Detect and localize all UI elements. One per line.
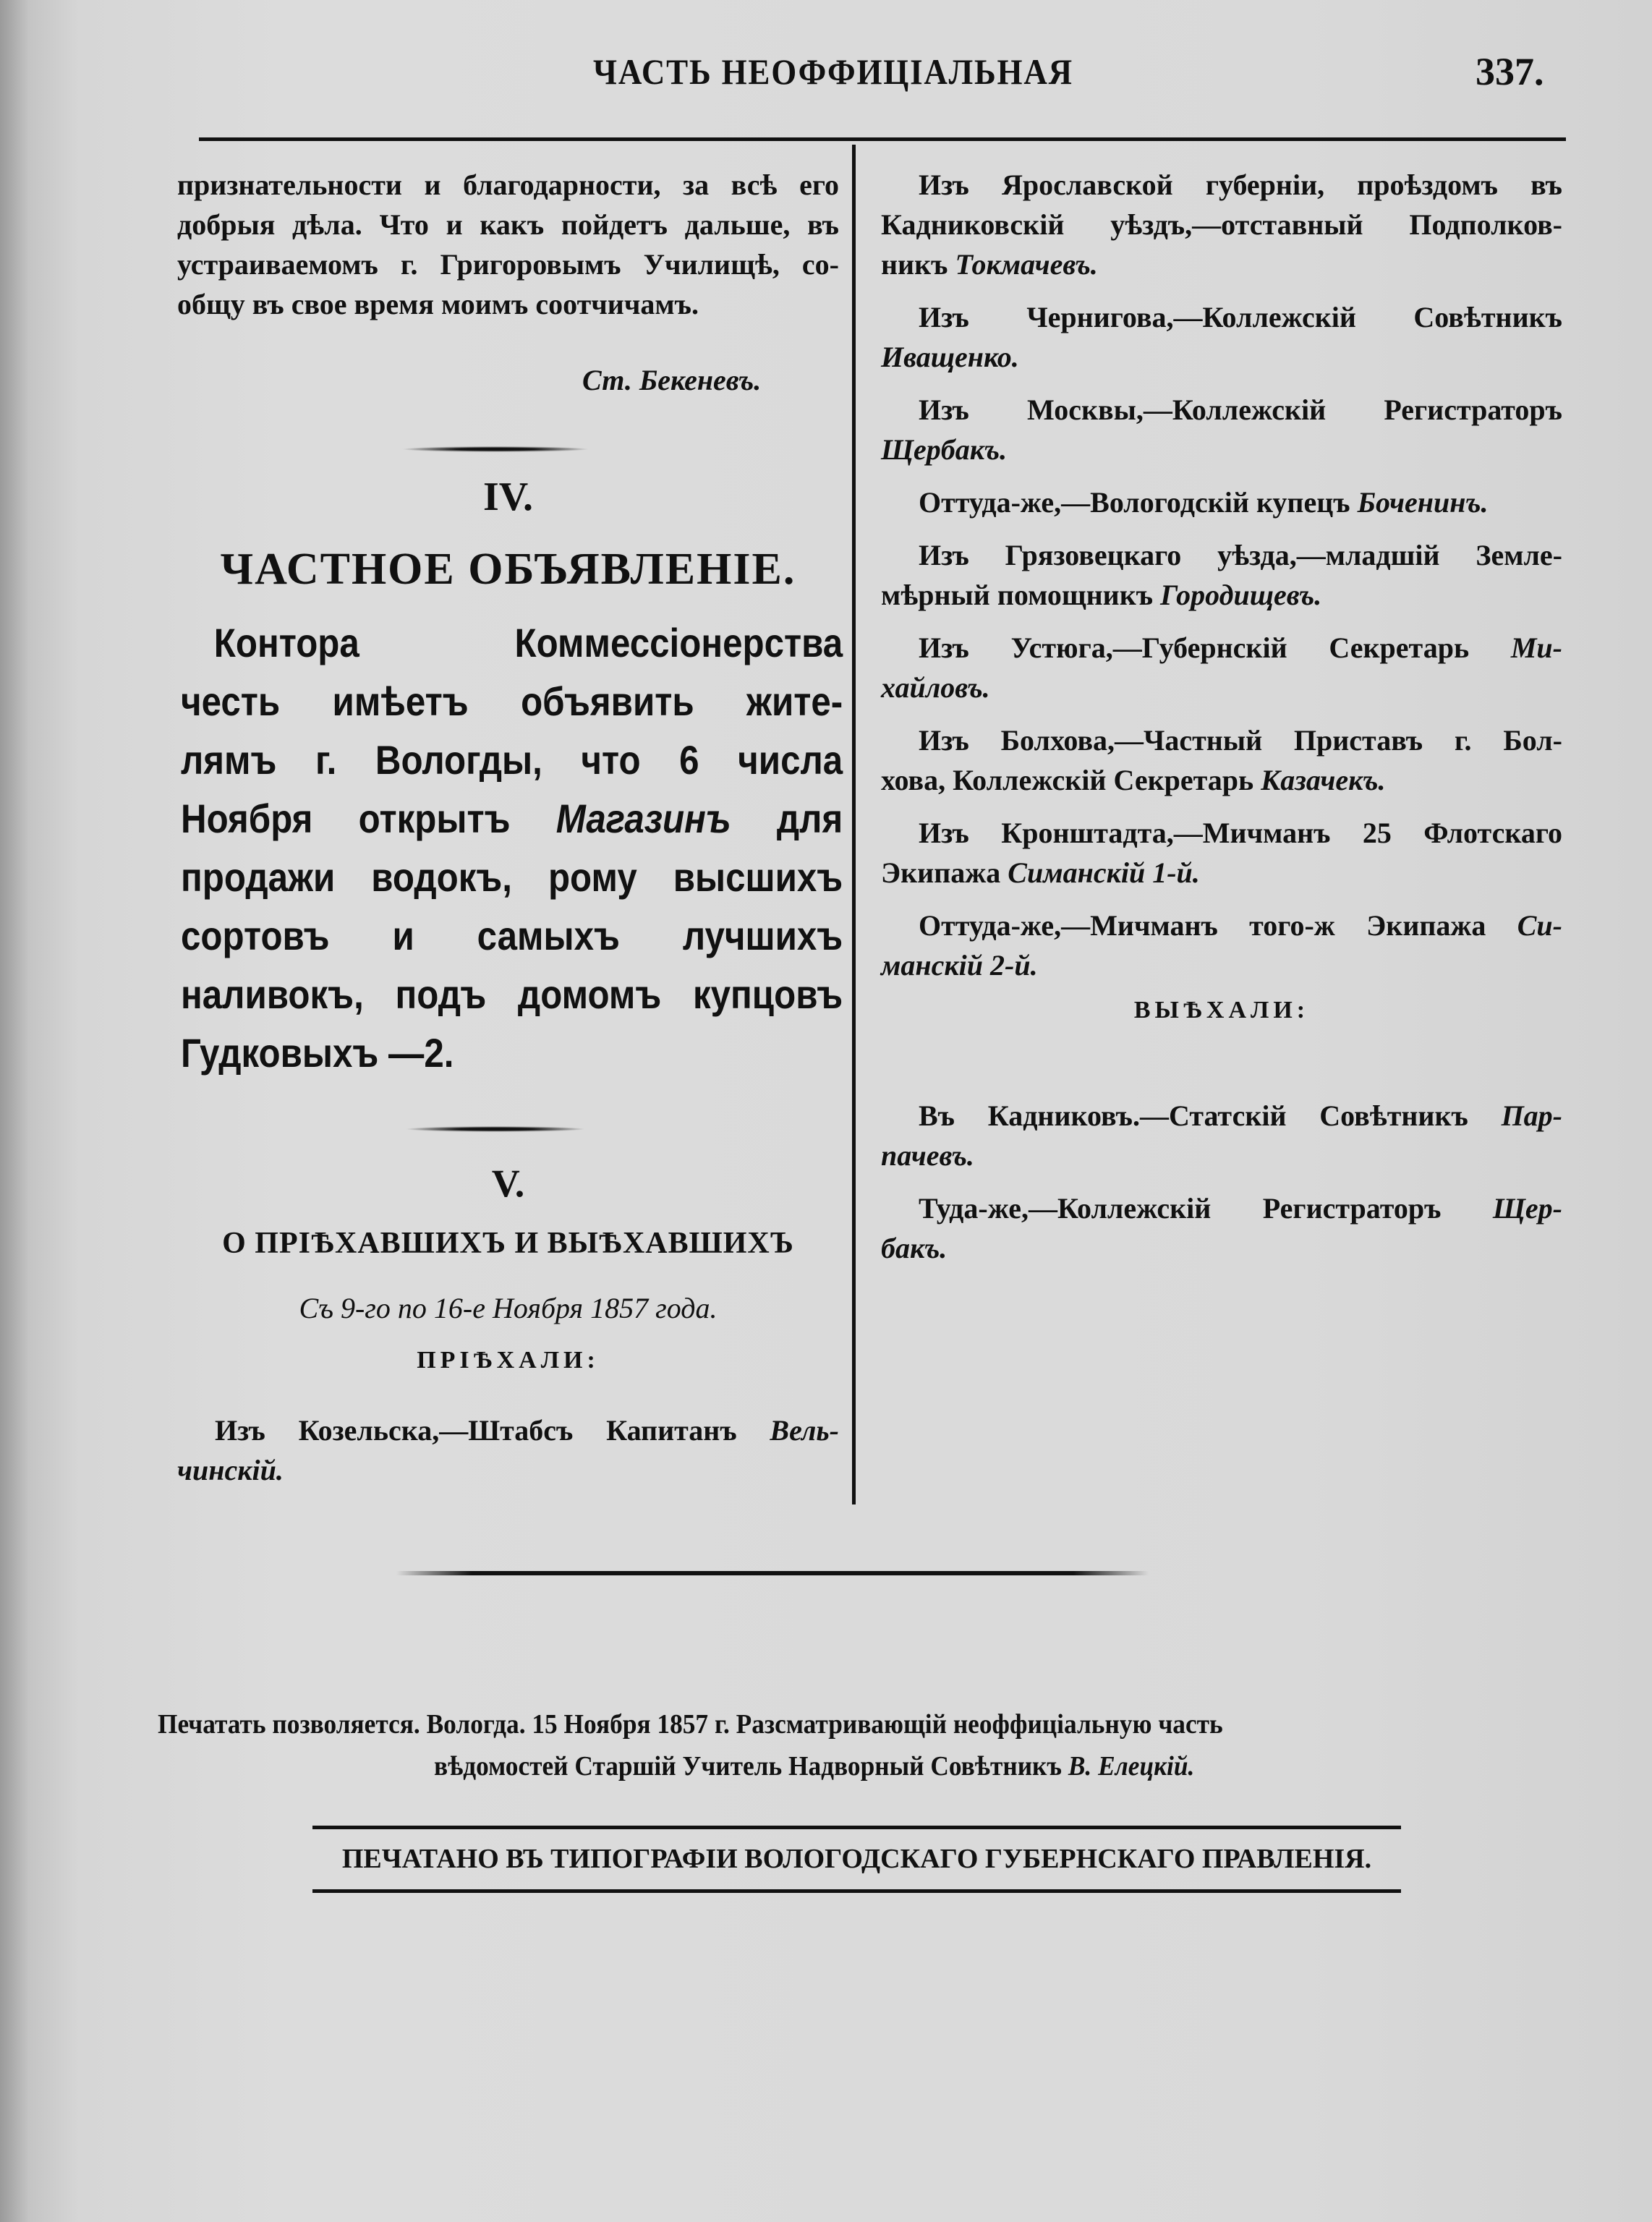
line-text: наливокъ, подъ домомъ купцовъ bbox=[181, 971, 843, 1017]
text-line bbox=[181, 965, 843, 1023]
text-line bbox=[881, 760, 1562, 800]
line-text: Оттуда-же,—Мичманъ того-ж Экипажа bbox=[919, 909, 1517, 942]
line-text: добрыя дѣла. Что и какъ пойдетъ дальше, въ bbox=[177, 208, 839, 241]
italic-name: Токмачевъ. bbox=[955, 248, 1098, 281]
intro-paragraph bbox=[177, 165, 839, 324]
arrived-heading: ПРІѢХАЛИ: bbox=[417, 1347, 600, 1374]
text-line bbox=[881, 337, 1562, 377]
section-4-title: ЧАСТНОЕ ОБЪЯВЛЕНІЕ. bbox=[220, 545, 796, 594]
italic-name: Щербакъ. bbox=[881, 433, 1008, 466]
arrived-list-right bbox=[881, 165, 1562, 998]
list-item bbox=[881, 720, 1562, 800]
italic-name: Магазинъ bbox=[555, 796, 731, 841]
text-line bbox=[181, 789, 843, 848]
line-text: Изъ Устюга,—Губернскій Секретарь bbox=[919, 631, 1511, 664]
censor-line-2 bbox=[434, 1750, 1194, 1782]
text-line bbox=[881, 813, 1562, 853]
line-text: Оттуда-же,—Вологодскій купецъ bbox=[919, 486, 1358, 519]
departed-list bbox=[881, 1096, 1562, 1281]
line-text: Контора Коммессіонерства bbox=[213, 620, 843, 665]
italic-name: Пар- bbox=[1501, 1099, 1562, 1132]
text-line bbox=[177, 165, 839, 205]
line-text: Въ Кадниковъ.—Статскій Совѣтникъ bbox=[919, 1099, 1502, 1132]
line-text: Ноября открытъ bbox=[181, 796, 556, 841]
text-line bbox=[181, 1023, 843, 1082]
text-line bbox=[177, 1410, 839, 1450]
line-text: честь имѣетъ объявить жите- bbox=[181, 678, 843, 724]
italic-name: манскій 2-й. bbox=[881, 949, 1038, 982]
line-text: Изъ Грязовецкаго уѣзда,—младшій Земле- bbox=[919, 539, 1562, 571]
text-line bbox=[881, 1136, 1562, 1175]
list-item bbox=[881, 390, 1562, 469]
line-text: хова, Коллежскій Секретарь bbox=[881, 764, 1261, 796]
text-line bbox=[881, 205, 1562, 244]
line-text: для bbox=[731, 796, 843, 841]
censor-line-2-text: вѣдомостей Старшій Учитель Надворный Совѣтникъ bbox=[434, 1751, 1068, 1782]
arrived-list-left bbox=[177, 1410, 839, 1490]
censor-line-1: Печатать позволяется. Вологда. 15 Ноября 1857 г. Разсматривающій неоффиціальную часть bbox=[158, 1709, 1223, 1740]
censor-name: В. Елецкій. bbox=[1068, 1751, 1195, 1782]
text-line bbox=[881, 945, 1562, 985]
text-line bbox=[881, 628, 1562, 668]
text-line bbox=[181, 906, 843, 965]
text-line bbox=[177, 1450, 839, 1490]
text-line bbox=[181, 613, 843, 672]
italic-name: чинскій. bbox=[177, 1454, 284, 1486]
line-text: Изъ Козельска,—Штабсъ Капитанъ bbox=[215, 1414, 770, 1447]
text-line bbox=[881, 535, 1562, 575]
line-text: Кадниковскій уѣздъ,—отставный Подполков- bbox=[881, 208, 1562, 241]
line-text: Изъ Москвы,—Коллежскій Регистраторъ bbox=[919, 393, 1562, 426]
italic-name: хайловъ. bbox=[881, 671, 990, 704]
italic-name: пачевъ. bbox=[881, 1139, 974, 1172]
italic-name: бакъ. bbox=[881, 1232, 948, 1264]
printer-imprint: ПЕЧАТАНО ВЪ ТИПОГРАФІИ ВОЛОГОДСКАГО ГУБЕРНСКАГО ПРАВЛЕНІЯ. bbox=[341, 1844, 1372, 1874]
italic-name: Симанскій 1-й. bbox=[1008, 856, 1200, 889]
text-line bbox=[881, 720, 1562, 760]
italic-name: Си- bbox=[1517, 909, 1562, 942]
line-text: Изъ Ярославской губерніи, проѣздомъ въ bbox=[919, 169, 1562, 201]
footer-ornament bbox=[396, 1571, 1149, 1575]
text-line bbox=[177, 244, 839, 284]
text-line bbox=[181, 672, 843, 731]
text-line bbox=[881, 906, 1562, 945]
list-item bbox=[881, 535, 1562, 615]
italic-name: Вель- bbox=[770, 1414, 839, 1447]
line-text: Гудковыхъ —2. bbox=[181, 1030, 454, 1076]
signature: Ст. Бекеневъ. bbox=[582, 364, 762, 396]
text-line bbox=[181, 731, 843, 789]
line-text: продажи водокъ, рому высшихъ bbox=[181, 854, 843, 900]
text-line bbox=[881, 668, 1562, 707]
text-line bbox=[881, 482, 1562, 522]
text-line bbox=[881, 575, 1562, 615]
italic-name: Городищевъ. bbox=[1160, 579, 1322, 611]
ornament-divider bbox=[401, 446, 589, 452]
line-text: Изъ Чернигова,—Коллежскій Совѣтникъ bbox=[919, 301, 1562, 333]
text-line bbox=[881, 297, 1562, 337]
text-line bbox=[881, 165, 1562, 205]
departed-heading: ВЫѢХАЛИ: bbox=[1133, 997, 1310, 1023]
text-line bbox=[177, 205, 839, 244]
section-5-number: V. bbox=[491, 1162, 525, 1205]
line-text: лямъ г. Вологды, что 6 числа bbox=[181, 737, 843, 783]
text-line bbox=[881, 390, 1562, 430]
list-item bbox=[881, 1096, 1562, 1175]
page-number: 337. bbox=[1476, 50, 1544, 93]
text-line bbox=[181, 848, 843, 906]
line-text: признательности и благодарности, за всѣ его bbox=[177, 169, 839, 201]
section-5-dates: Съ 9-го по 16-е Ноября 1857 года. bbox=[299, 1292, 718, 1324]
column-divider bbox=[852, 145, 856, 1504]
list-item bbox=[881, 906, 1562, 985]
line-text: Изъ Кронштадта,—Мичманъ 25 Флотскаго bbox=[919, 817, 1562, 849]
text-line bbox=[881, 430, 1562, 469]
section-4-number: IV. bbox=[482, 474, 533, 519]
list-item bbox=[881, 813, 1562, 893]
list-item bbox=[881, 165, 1562, 284]
italic-name: Щер- bbox=[1492, 1192, 1562, 1225]
italic-name: Боченинъ. bbox=[1357, 486, 1489, 519]
line-text: устраиваемомъ г. Григоровымъ Училищѣ, со- bbox=[177, 248, 839, 281]
line-text: сортовъ и самыхъ лучшихъ bbox=[181, 913, 843, 958]
text-line bbox=[177, 284, 839, 324]
text-line bbox=[881, 244, 1562, 284]
line-text: мѣрный помощникъ bbox=[881, 579, 1161, 611]
text-line bbox=[881, 1096, 1562, 1136]
line-text: Изъ Болхова,—Частный Приставъ г. Бол- bbox=[919, 724, 1562, 757]
line-text: Туда-же,—Коллежскій Регистраторъ bbox=[919, 1192, 1493, 1225]
text-line bbox=[881, 1228, 1562, 1268]
line-text: Экипажа bbox=[881, 856, 1008, 889]
line-text: общу въ свое время моимъ соотчичамъ. bbox=[177, 288, 699, 320]
running-header: ЧАСТЬ НЕОФФИЦІАЛЬНАЯ bbox=[593, 51, 1073, 92]
italic-name: Ми- bbox=[1510, 631, 1562, 664]
header-rule bbox=[199, 137, 1566, 141]
text-line bbox=[881, 853, 1562, 893]
section-5-title: О ПРІѢХАВШИХЪ И ВЫѢХАВШИХЪ bbox=[222, 1227, 794, 1260]
italic-name: Иващенко. bbox=[881, 341, 1019, 373]
ornament-divider bbox=[405, 1126, 586, 1132]
list-item bbox=[881, 628, 1562, 707]
list-item bbox=[881, 1188, 1562, 1268]
italic-name: Казачекъ. bbox=[1261, 764, 1386, 796]
imprint-rule-top bbox=[312, 1826, 1401, 1829]
line-text: никъ bbox=[881, 248, 955, 281]
text-line bbox=[881, 1188, 1562, 1228]
list-item bbox=[881, 297, 1562, 377]
list-item bbox=[881, 482, 1562, 522]
imprint-rule-bottom bbox=[312, 1889, 1401, 1893]
advertisement-text bbox=[181, 613, 843, 1082]
